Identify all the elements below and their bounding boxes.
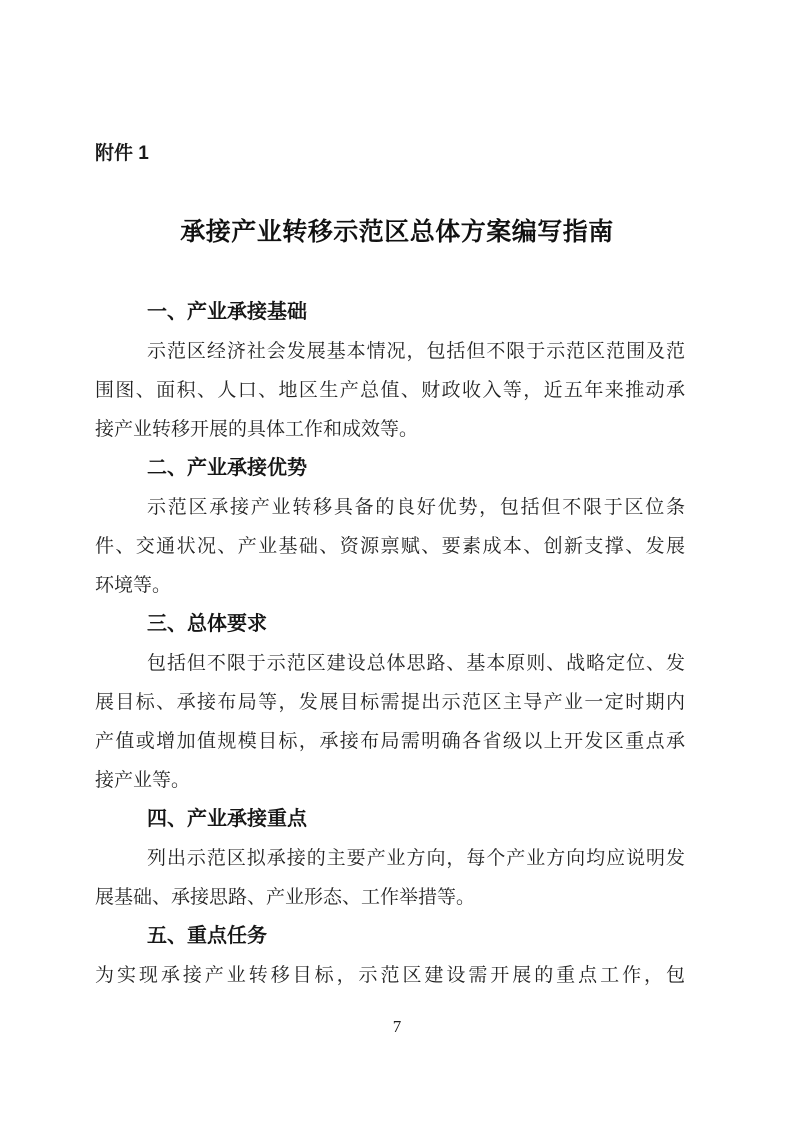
body-line: 示范区经济社会发展基本情况，包括但不限于示范区范围及范 bbox=[147, 341, 685, 362]
body-line: 展目标、承接布局等，发展目标需提出示范区主导产业一定时期内 bbox=[95, 692, 685, 713]
body-line: 围图、面积、人口、地区生产总值、财政收入等，近五年来推动承 bbox=[95, 380, 685, 401]
section-heading-4: 四、产业承接重点 bbox=[147, 808, 307, 830]
body-line: 件、交通状况、产业基础、资源禀赋、要素成本、创新支撑、发展 bbox=[95, 536, 685, 557]
body-line: 环境等。 bbox=[95, 575, 172, 596]
section-heading-3: 三、总体要求 bbox=[147, 613, 267, 635]
body-line: 接产业转移开展的具体工作和成效等。 bbox=[95, 419, 419, 440]
page-number: 7 bbox=[392, 1017, 402, 1036]
body-line: 示范区承接产业转移具备的良好优势，包括但不限于区位条 bbox=[147, 497, 685, 518]
document-title: 承接产业转移示范区总体方案编写指南 bbox=[180, 219, 614, 246]
section-heading-5: 五、重点任务 bbox=[147, 925, 267, 947]
document-body bbox=[95, 293, 685, 995]
body-line: 展基础、承接思路、产业形态、工作举措等。 bbox=[95, 887, 476, 908]
section-heading-2: 二、产业承接优势 bbox=[147, 457, 307, 479]
body-line: 列出示范区拟承接的主要产业方向，每个产业方向均应说明发 bbox=[147, 848, 685, 869]
body-line: 产值或增加值规模目标，承接布局需明确各省级以上开发区重点承 bbox=[95, 731, 685, 752]
body-line: 为实现承接产业转移目标，示范区建设需开展的重点工作，包 bbox=[95, 965, 685, 986]
body-line: 包括但不限于示范区建设总体思路、基本原则、战略定位、发 bbox=[147, 653, 685, 674]
attachment-label: 附件 1 bbox=[95, 143, 149, 164]
body-line: 接产业等。 bbox=[95, 770, 191, 791]
section-heading-1: 一、产业承接基础 bbox=[147, 301, 307, 323]
